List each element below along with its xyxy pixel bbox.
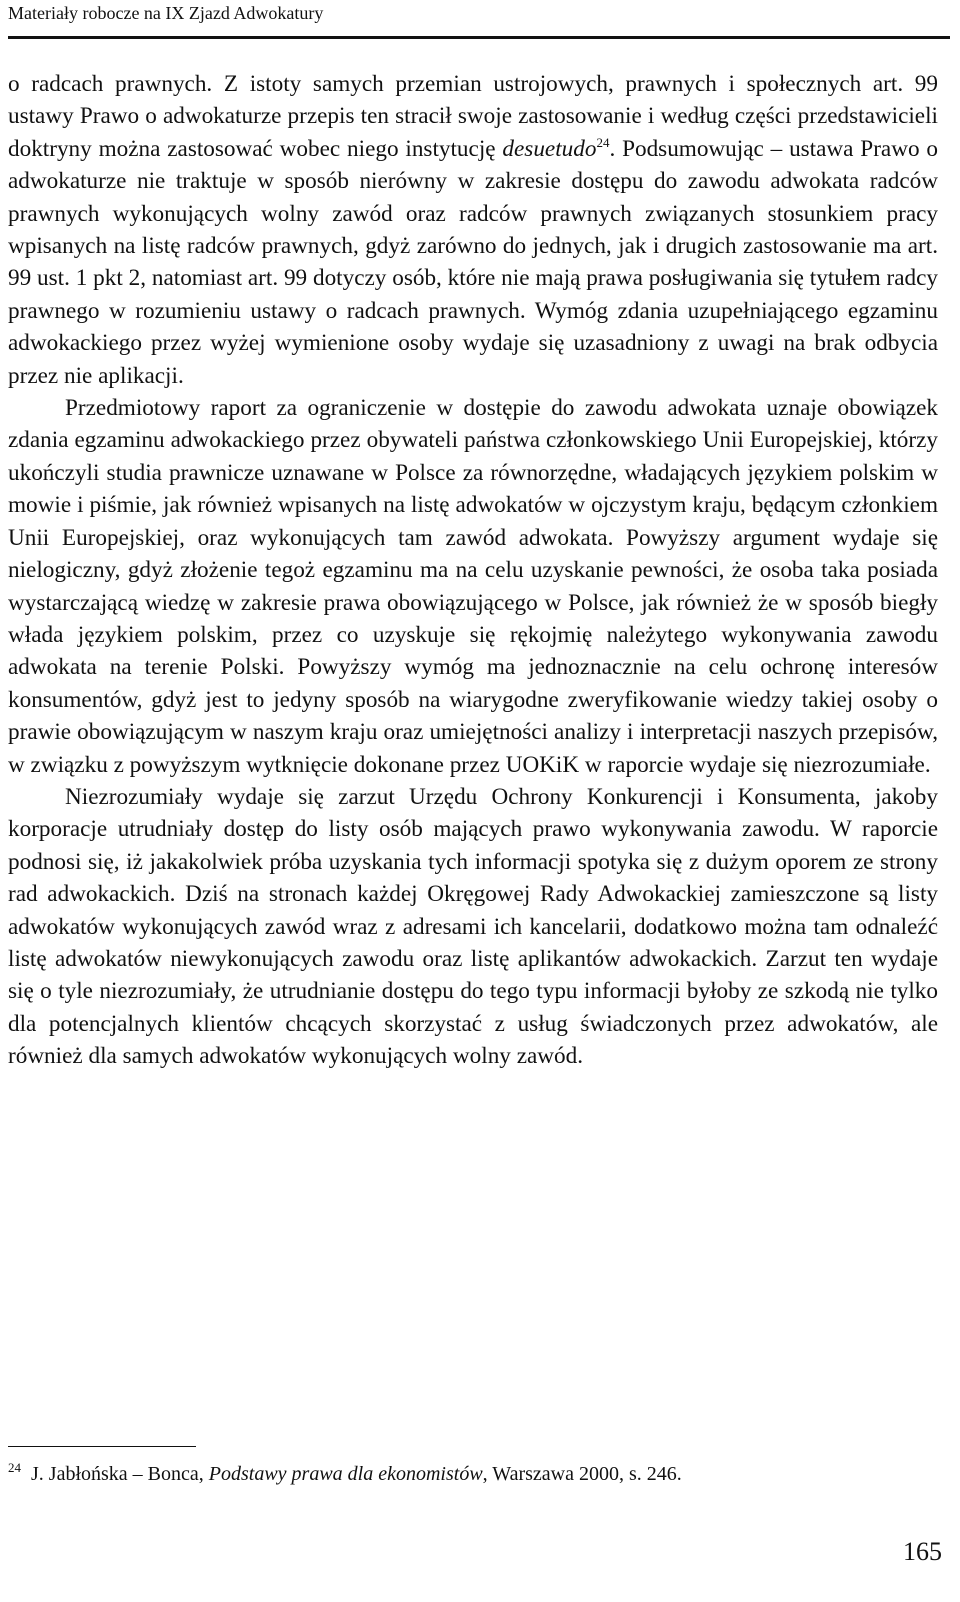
footnote-divider — [8, 1446, 196, 1447]
footnote-number: 24 — [8, 1460, 21, 1475]
footnote — [8, 1461, 938, 1487]
header-divider — [8, 36, 950, 39]
paragraph-3: Niezrozumiały wydaje się zarzut Urzędu Ochrony Konkurencji i Konsumenta, jakoby korporacje utrudniały dostęp do listy osób mających prawo wykonywania zawodu. W raporcie podnosi się, iż jakakolwiek próba uzyskania tych informacji spotyka się z dużym oporem ze strony rad adwokackich. Dziś na stronach każdej Okręgowej Rady Adwokackiej zamieszczone są listy adwokatów wykonujących zawód wraz z adresami ich kancelarii, dodatkowo można tam odnaleźć listę adwokatów niewykonujących zawodu oraz listę aplikantów adwokackich. Zarzut ten wydaje się o tyle niezrozumiały, że utrudnianie dostępu do tego typu informacji byłoby ze szkodą nie tylko dla potencjalnych klientów chcących skorzystać z usług świadczonych przez adwokatów, ale również dla samych adwokatów wykonujących wolny zawód. — [8, 783, 938, 1070]
running-header: Materiały robocze na IX Zjazd Adwokatury — [8, 3, 324, 23]
paragraph-1-rest: . Podsumowując – ustawa Prawo o adwokaturze nie traktuje w sposób nierówny w zakresie dostępu do zawodu adwokata radców prawnych wykonujących wolny zawód oraz radców prawnych związanych stosunkiem pracy wpisanych na listę radców prawnych, gdyż zarówno do jednych, jak i drugich zastosowanie ma art. 99 ust. 1 pkt 2, natomiast art. 99 dotyczy osób, które nie mają prawa posługiwania się tytułem radcy prawnego w rozumieniu ustawy o radcach prawnych. Wymóg zdania uzupełniającego egzaminu adwokackiego przez wyżej wymienione osoby wydaje się uzasadniony z uwagi na brak odbycia przez nie aplikacji. — [8, 135, 938, 389]
paragraph-2: Przedmiotowy raport za ograniczenie w dostępie do zawodu adwokata uznaje obowiązek zdania egzaminu adwokackiego przez obywateli państwa członkowskiego Unii Europejskiej, którzy ukończyli studia prawnicze uznawane w Polsce za równorzędne, władających językiem polskim w mowie i piśmie, jak również wpisanych na listę adwokatów w ojczystym kraju, będącym członkiem Unii Europejskiej, oraz wykonujących tam zawód adwokata. Powyższy argument wydaje się nielogiczny, gdyż złożenie tegoż egzaminu ma na celu uzyskanie pewności, że osoba taka posiada wystarczającą wiedzę w zakresie prawa obowiązującego w Polsce, jak również że w sposób biegły włada językiem polskim, przez co uzyskuje się rękojmię należytego wykonywania zawodu adwokata na terenie Polski. Powyższy wymóg ma jednoznacznie na celu ochronę interesów konsumentów, gdyż jest to jedyny sposób na wiarygodne zweryfikowanie wiedzy takiej osoby o prawie obowiązującym w naszym kraju oraz umiejętności analizy i interpretacji naszych przepisów, w związku z powyższym wytknięcie dokonane przez UOKiK w raporcie wydaje się niezrozumiałe. — [8, 395, 938, 778]
footnote-author: J. Jabłońska – Bonca, — [31, 1463, 209, 1485]
italic-term: desuetudo — [502, 135, 597, 162]
footnote-reference[interactable]: 24 — [596, 134, 610, 150]
footnote-title: Podstawy prawa dla ekonomistów — [208, 1463, 483, 1485]
paragraph-1 — [8, 68, 938, 392]
paragraph-1-start: o radcach prawnych. Z istoty samych przemian ustrojowych, prawnych i społecznych art. 99 ustawy Prawo o adwokaturze przepis ten stracił swoje zastosowanie i według części przedstawicieli doktryny można zastosować wobec niego instytucję — [8, 71, 938, 162]
footnote-details: , Warszawa 2000, s. 246. — [482, 1463, 682, 1485]
page-number: 165 — [903, 1537, 942, 1566]
main-text — [8, 68, 938, 1073]
